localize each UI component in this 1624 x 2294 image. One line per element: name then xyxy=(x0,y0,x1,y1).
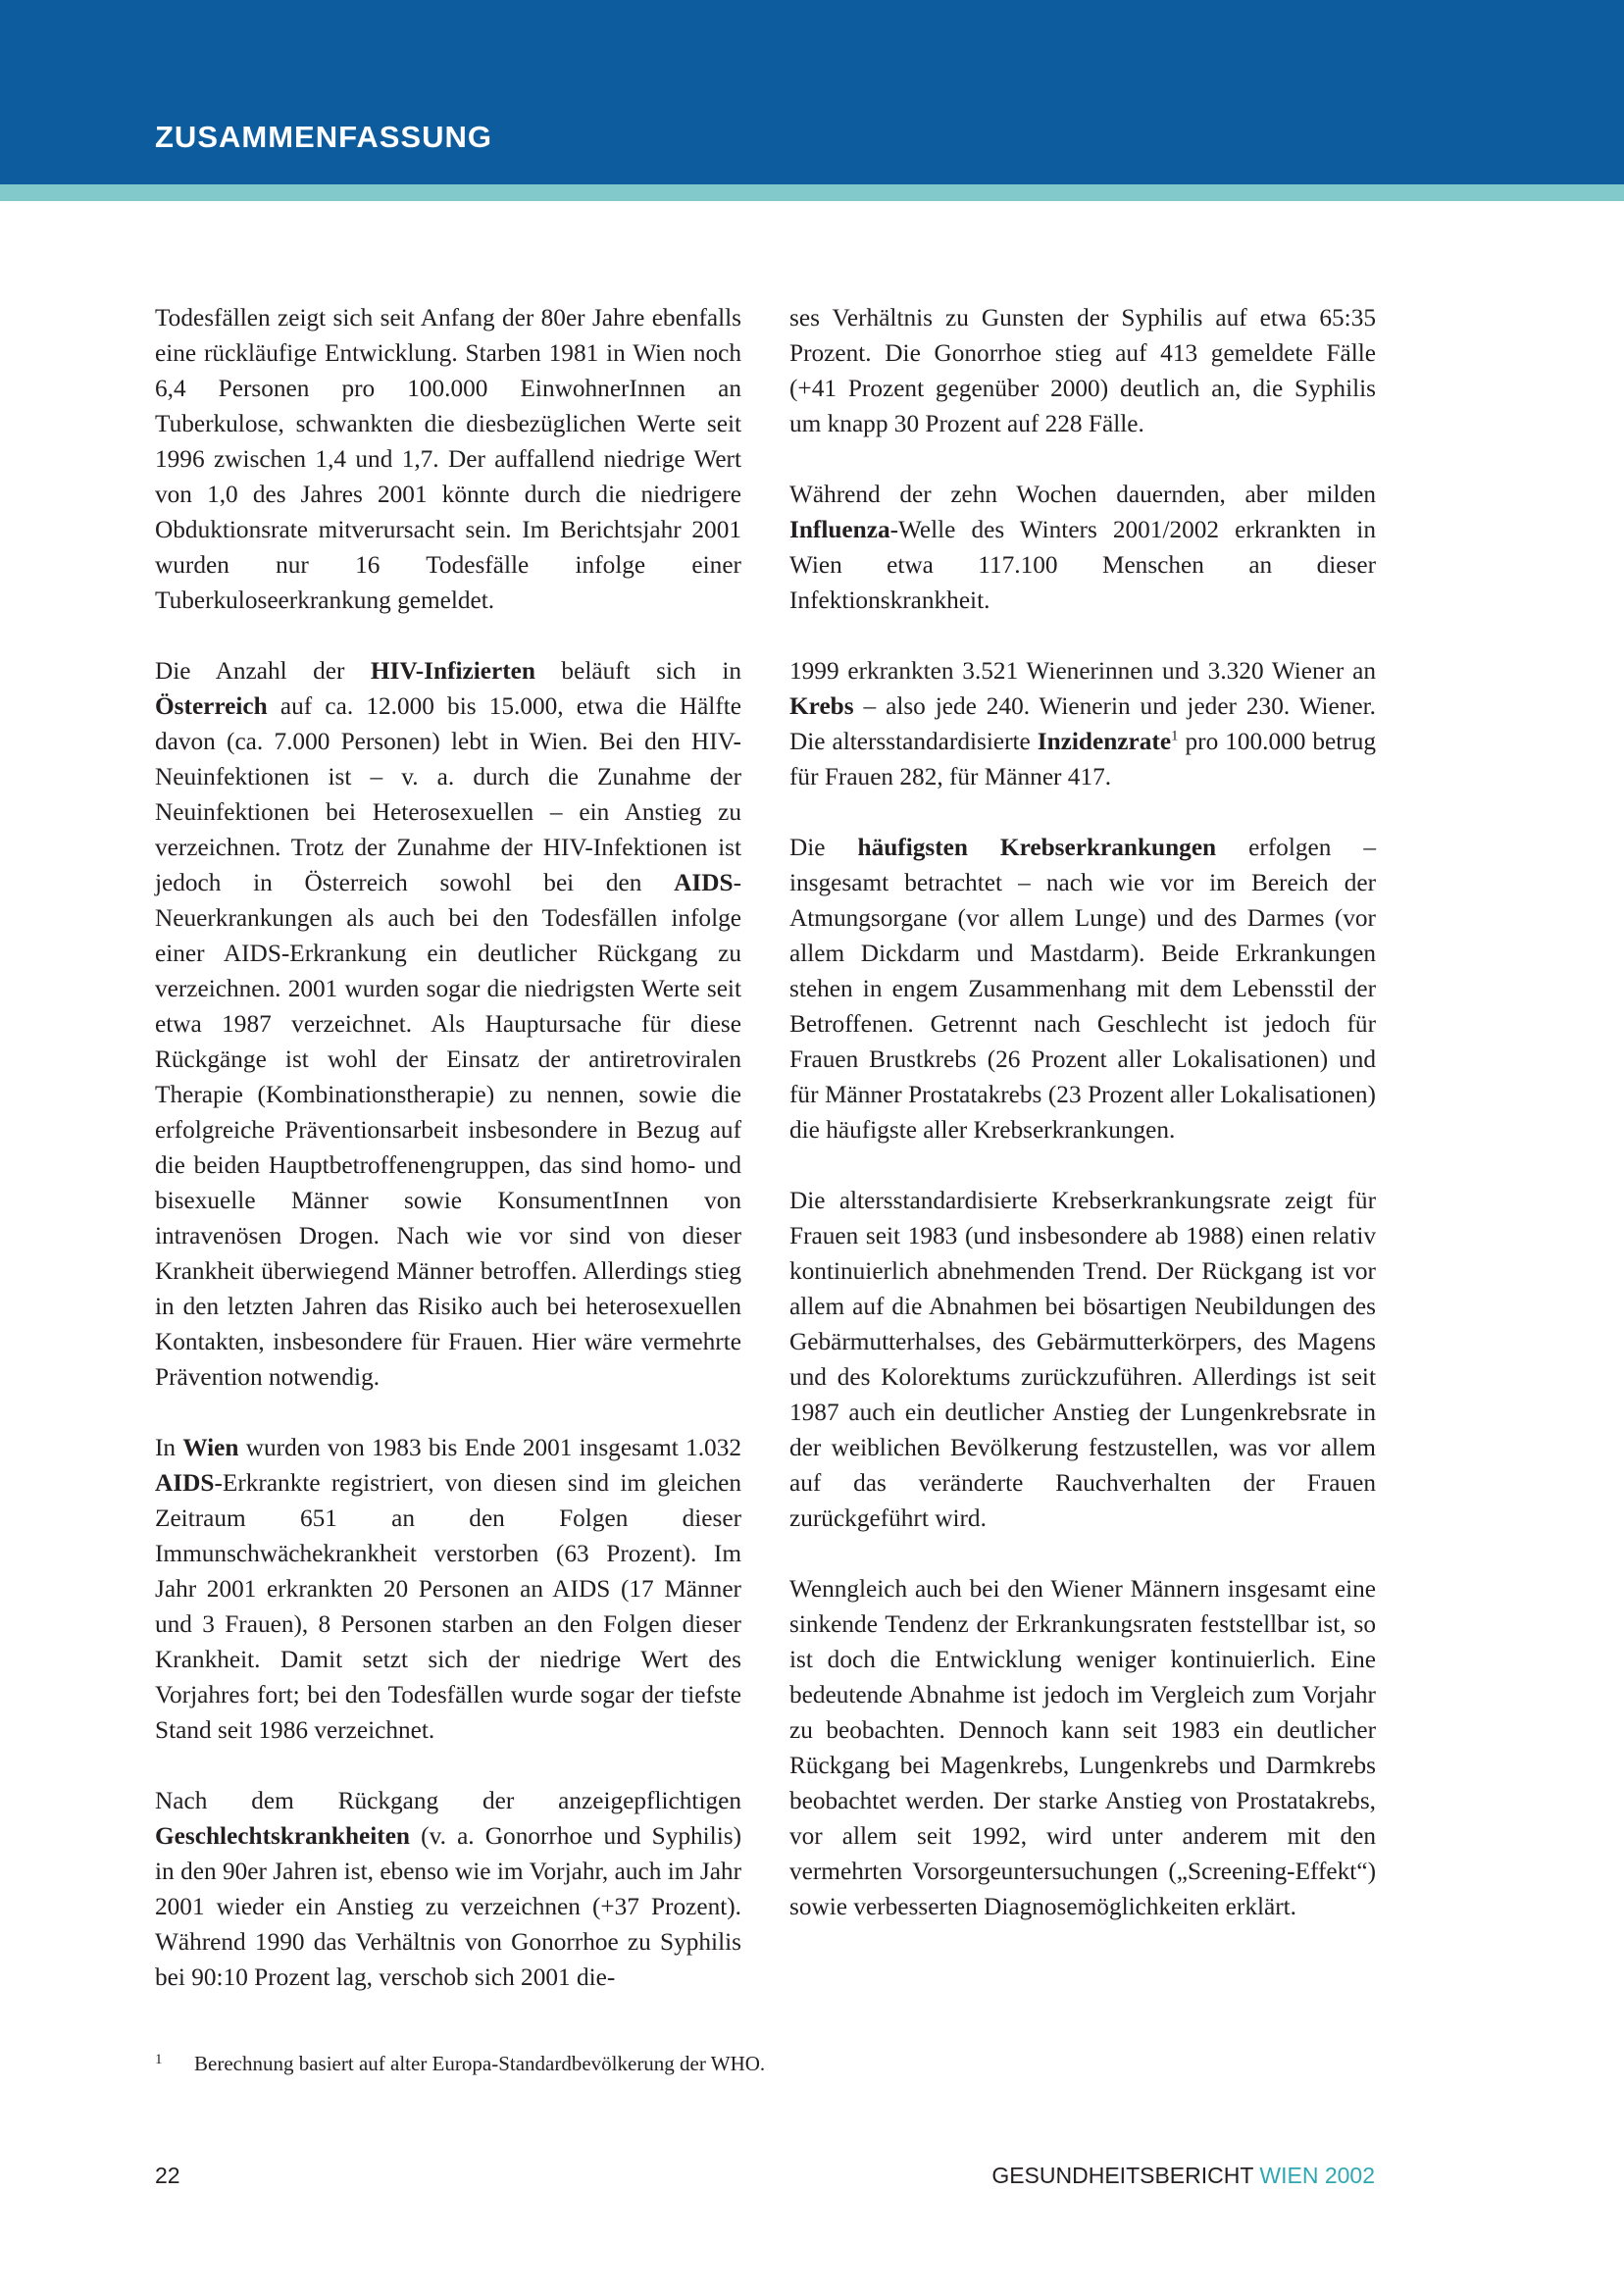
paragraph-aids-wien: In Wien wurden von 1983 bis Ende 2001 insgesamt 1.032 AIDS-Erkrankte registriert, von diesen sind im gleichen Zeitraum 651 an den Folgen dieser Immunschwächekrankheit verstorben (63 Prozent). Im Jahr 2001 erkrankten 20 Personen an AIDS (17 Männer und 3 Frauen), 8 Personen starben an den Folgen dieser Krankheit. Damit setzt sich der niedrige Wert des Vorjahres fort; bei den Todesfällen wurde sogar der tiefste Stand seit 1986 verzeichnet. xyxy=(155,1434,741,1744)
paragraph-std: Nach dem Rückgang der anzeigepflichtigen Geschlechtskrankheiten (v. a. Gonorrhoe und Syphilis) in den 90er Jahren ist, ebenso wie im Vorjahr, auch im Jahr 2001 wieder ein Anstieg zu verzeichnen (+37 Prozent). Während 1990 das Verhältnis von Gonorrhoe zu Syphilis bei 90:10 Prozent lag, verschob sich 2001 die- xyxy=(155,1787,741,1991)
report-place-year: WIEN 2002 xyxy=(1259,2163,1375,2188)
left-column xyxy=(155,300,741,1995)
right-column xyxy=(789,300,1376,1924)
paragraph-cancer-incidence: 1999 erkrankten 3.521 Wienerinnen und 3.320 Wiener an Krebs – also jede 240. Wienerin und jeder 230. Wiener. Die altersstandardisierte Inzidenzrate$^1$ pro 100.000 betrug für Frauen 282, für Männer 417. xyxy=(789,657,1376,790)
paragraph-tuberculosis: Todesfällen zeigt sich seit Anfang der 80er Jahre ebenfalls eine rückläufige Entwicklung. Starben 1981 in Wien noch 6,4 Personen pro 100.000 EinwohnerInnen an Tuberkulose, schwankten die diesbezüglichen Werte seit 1996 zwischen 1,4 und 1,7. Der auffallend niedrige Wert von 1,0 des Jahres 2001 könnte durch die niedrigere Obduktionsrate mitverursacht sein. Im Berichtsjahr 2001 wurden nur 16 Todesfälle infolge einer Tuberkuloseerkrankung gemeldet. xyxy=(155,304,741,614)
report-title: GESUNDHEITSBERICHT xyxy=(991,2163,1253,2188)
running-footer xyxy=(991,2163,1375,2189)
paragraph-women-trend: Die altersstandardisierte Krebserkrankungsrate zeigt für Frauen seit 1983 (und insbesondere ab 1988) einen relativ kontinuierlich abnehmenden Trend. Der Rückgang ist vor allem auf die Abnahmen bei bösartigen Neubildungen des Gebärmutterhalses, des Gebärmutterkörpers, des Magens und des Kolorektums zurückzuführen. Allerdings ist seit 1987 auch ein deutlicher Anstieg der Lungenkrebsrate in der weiblichen Bevölkerung festzustellen, was vor allem auf das veränderte Rauchverhalten der Frauen zurückgeführt wird. xyxy=(789,1187,1376,1532)
footnote-number: 1 xyxy=(155,2052,163,2067)
footnote-ref: 1 xyxy=(1171,728,1179,744)
paragraph-syphilis: ses Verhältnis zu Gunsten der Syphilis auf etwa 65:35 Prozent. Die Gonorrhoe stieg auf 413 gemeldete Fälle (+41 Prozent gegenüber 2000) deutlich an, die Syphilis um knapp 30 Prozent auf 228 Fälle. xyxy=(789,304,1376,437)
section-title: ZUSAMMENFASSUNG xyxy=(155,120,492,154)
paragraph-common-cancers: Die häufigsten Krebserkrankungen erfolgen – insgesamt betrachtet – nach wie vor im Bereich der Atmungsorgane (vor allem Lunge) und des Darmes (vor allem Dickdarm und Mastdarm). Beide Erkrankungen stehen in engem Zusammenhang mit dem Lebensstil der Betroffenen. Getrennt nach Geschlecht ist jedoch für Frauen Brustkrebs (26 Prozent aller Lokalisationen) und für Männer Prostatakrebs (23 Prozent aller Lokalisationen) die häufigste aller Krebserkrankungen. xyxy=(789,834,1376,1144)
paragraph-men-trend: Wenngleich auch bei den Wiener Männern insgesamt eine sinkende Tendenz der Erkrankungsraten feststellbar ist, so ist doch die Entwicklung weniger kontinuierlich. Eine bedeutende Abnahme ist jedoch im Vergleich zum Vorjahr zu beobachten. Dennoch kann seit 1983 ein deutlicher Rückgang bei Magenkrebs, Lungenkrebs und Darmkrebs beobachtet werden. Der starke Anstieg von Prostatakrebs, vor allem seit 1992, wird unter anderem mit den vermehrten Vorsorgeuntersuchungen („Screening-Effekt“) sowie verbesserten Diagnosemöglichkeiten erklärt. xyxy=(789,1575,1376,1920)
footnote-text: Berechnung basiert auf alter Europa-Standardbevölkerung der WHO. xyxy=(194,2052,766,2075)
paragraph-influenza: Während der zehn Wochen dauernden, aber milden Influenza-Welle des Winters 2001/2002 erkrankten in Wien etwa 117.100 Menschen an dieser Infektionskrankheit. xyxy=(789,481,1376,614)
paragraph-hiv: Die Anzahl der HIV-Infizierten beläuft sich in Österreich auf ca. 12.000 bis 15.000, etwa die Hälfte davon (ca. 7.000 Personen) lebt in Wien. Bei den HIV-Neuinfektionen ist – v. a. durch die Zunahme der Neuinfektionen bei Heterosexuellen – ein Anstieg zu verzeichnen. Trotz der Zunahme der HIV-Infektionen ist jedoch in Österreich sowohl bei den AIDS-Neuerkrankungen als auch bei den Todesfällen infolge einer AIDS-Erkrankung ein deutlicher Rückgang zu verzeichnen. 2001 wurden sogar die niedrigsten Werte seit etwa 1987 verzeichnet. Als Hauptursache für diese Rückgänge ist wohl der Einsatz der antiretroviralen Therapie (Kombinationstherapie) zu nennen, sowie die erfolgreiche Präventionsarbeit insbesondere in Bezug auf die beiden Hauptbetroffenengruppen, das sind homo- und bisexuelle Männer sowie KonsumentInnen von intravenösen Drogen. Nach wie vor sind von dieser Krankheit überwiegend Männer betroffen. Allerdings stieg in den letzten Jahren das Risiko auch bei heterosexuellen Kontakten, insbesondere für Frauen. Hier wäre vermehrte Prävention notwendig. xyxy=(155,657,741,1391)
header-accent-stripe xyxy=(0,184,1624,201)
header-band xyxy=(0,0,1624,184)
page-number: 22 xyxy=(155,2163,180,2188)
